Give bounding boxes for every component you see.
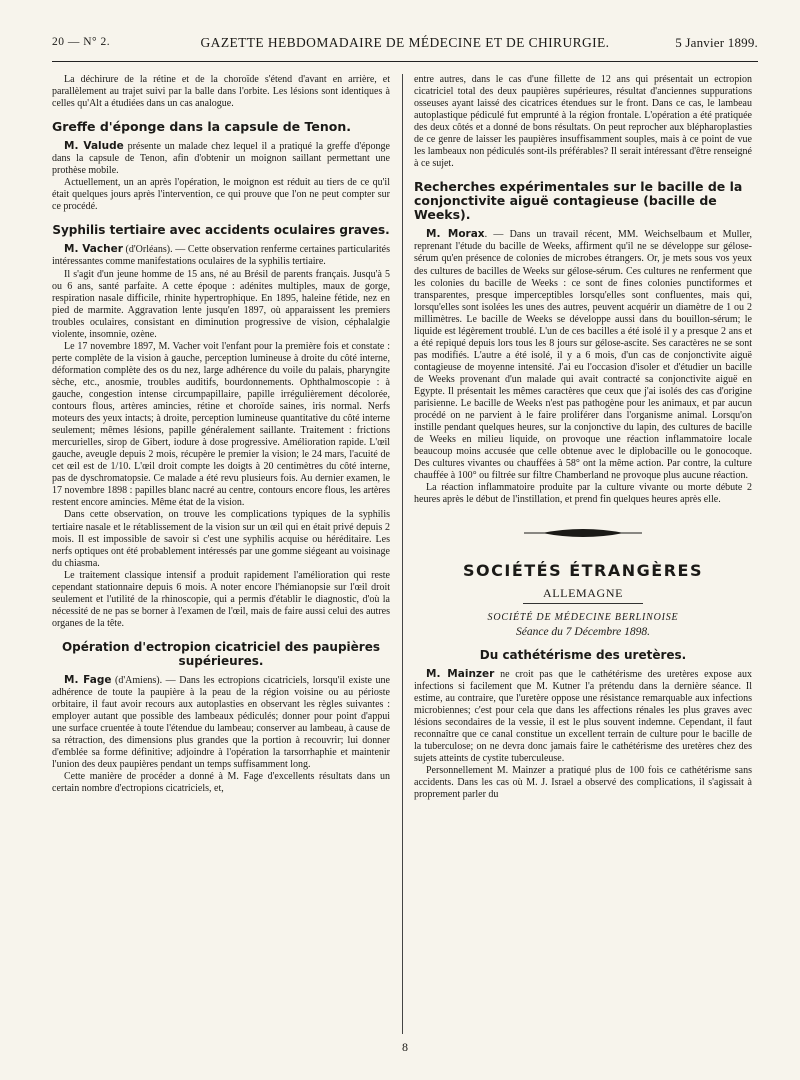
paragraph-vacher: M. Vacher (d'Orléans). — Cette observation renferme certaines particularités intéressantes comme manifestations oculaires de la syphilis tertiaire. (52, 243, 390, 268)
header-rule (52, 61, 758, 62)
right-column (414, 74, 752, 801)
columns (52, 74, 758, 1034)
author-morax: M. Morax (426, 228, 485, 241)
author-mainzer: M. Mainzer (426, 667, 495, 680)
paragraph-fage: M. Fage (d'Amiens). — Dans les ectropions cicatriciels, lorsqu'il existe une adhérence de toute la paupière à la peau de la région voisine ou au périoste orbitaire, il faut avoir recours aux autoplasties en observant les règles suivantes : employer autant que possible des lambeaux pédiculés; donner pour point d'appui une surface cruentée à toute l'étendue du lambeau; conserver au lambeau, à cause de sa rétraction, des dimensions plus grandes que la portion à recouvrir; lui donner d'emblée sa forme définitive; adjoindre à l'opération la tarsorrhaphie et maintenir l'union des deux paupières pendant un temps suffisamment long. (52, 673, 390, 771)
section-title-greffe: Greffe d'éponge dans la capsule de Tenon. (52, 119, 351, 135)
paragraph: Actuellement, un an après l'opération, le moignon est réduit au tiers de ce qu'il était quelques jours après l'intervention, ce qui prouve que l'on ne peut compter sur ce procédé. (52, 177, 390, 213)
section-title-catheterisme: Du cathétérisme des uretères. (479, 647, 687, 662)
country-heading: ALLEMAGNE (542, 585, 624, 600)
page-header (52, 30, 758, 56)
paragraph-mainzer: M. Mainzer ne croit pas que le cathétérisme des uretères expose aux infections si facilement que M. Kutner l'a prétendu dans la dernière séance. Il estime, au contraire, que l'uretère oppose une résistance remarquable aux infections microbiennes; c'est pour cela que dans les affections rénales les plus graves avec lésions secondaires de la vessie, il est le plus souvent indemne. Cependant, il faut reconnaître que ce canal constitue un excellent terrain de culture pour le bacille de la tuberculose; on ne devra donc jamais faire le cathétérisme des uretères chez des sujets atteints de cystite tuberculeuse. (414, 667, 752, 765)
ornament-divider-icon (414, 520, 752, 546)
paragraph-valude: M. Valude présente un malade chez lequel il a pratiqué la greffe d'éponge dans la capsule de Tenon, afin d'obtenir un moignon saillant permettant une prothèse mobile. (52, 140, 390, 177)
section-banner: SOCIÉTÉS ÉTRANGÈRES (463, 560, 703, 580)
section-title-syphilis: Syphilis tertiaire avec accidents oculaires graves. (52, 223, 390, 238)
page-number: 8 (402, 1040, 408, 1054)
session-date: Séance du 7 Décembre 1898. (515, 625, 650, 638)
journal-page (52, 30, 758, 1070)
paragraph: Dans cette observation, on trouve les complications typiques de la syphilis tertiaire nasale et le rétablissement de la vision sur un œil qui en était privé depuis 2 mois. Il est impossible de savoir si c'est une syphilis acquise ou héréditaire. Les nerfs optiques ont été probablement intéressés par une gomme siégeant au voisinage du chiasma. (52, 509, 390, 569)
section-title-weeks: Recherches expérimentales sur le bacille de la conjonctivite aiguë contagieuse (bacille de Weeks). (414, 179, 743, 223)
intro-paragraph: La déchirure de la rétine et de la choroïde s'étend d'avant en arrière, et parallèlement au trajet suivi par la balle dans l'orbite. Les lésions sont identiques à celles qu'Alt a étudiées dans un cas analogue. (52, 74, 390, 110)
section-title-ectropion: Opération d'ectropion cicatriciel des paupières supérieures. (61, 639, 381, 668)
paragraph-morax: M. Morax. — Dans un travail récent, MM. Weichselbaum et Muller, reprenant l'étude du bacille de Weeks, affirment qu'il ne se développe sur gélose-sérum qu'en présence de colonies de microbes étrangers. Or, je mets sous vos yeux des cultures de bacilles de Weeks sur gélose-sérum. Ces cultures ne renferment que les colonies du bacille de Weeks : ce sont de fines colonies punctiformes et transparentes, presque imperceptibles lorsqu'elles sont confluentes, mais qui, lorsqu'elles sont isolées les unes des autres, peuvent acquérir un diamètre de 1 ou 2 millimètres. Le bacille de Weeks se développe aussi dans du bouillon-sérum; le liquide est légèrement troublé. L'un de ces bacilles a été isolé il y a presque 2 ans et a été repiqué depuis lors tous les 8 jours sur gélose-ascite. Ses caractères ne se sont pas modifiés. L'autre a été isolé, il y a 6 mois, d'un cas de conjonctivite aiguë contagieuse de moyenne intensité. J'ai eu l'occasion d'isoler et d'étudier un bacille de Weeks provenant d'un malade qui avait contracté sa conjonctivite aiguë en Egypte. Il présentait les mêmes caractères que ceux que j'ai isolés des cas d'origine parisienne. Le bacille de Weeks n'est pas pathogène pour les animaux, et par aucun procédé on ne parvient à le faire proliférer dans l'organisme animal. Lorsqu'on instille pendant quelques heures, sur la conjonctive du lapin, des cultures de bacille de Weeks en milieu liquide, on provoque une réaction inflammatoire locale beaucoup moins accusée que celle obtenue avec le diplobacille ou le gonocoque. Des cultures vivantes ou chauffées à 58° ont la même action. Par contre, la culture chauffée à 100° ou filtrée sur filtre Chamberland ne provoque plus aucune réaction. (414, 228, 752, 482)
paragraph: Personnellement M. Mainzer a pratiqué plus de 100 fois ce cathétérisme sans accidents. Dans les cas où M. J. Israel a observé des complications, il s'agissait à proprement parler du (414, 765, 752, 801)
left-column (52, 74, 390, 795)
society-name: SOCIÉTÉ DE MÉDECINE BERLINOISE (487, 611, 679, 623)
author-vacher: M. Vacher (64, 243, 123, 256)
author-fage: M. Fage (64, 673, 112, 686)
issue-date: 5 Janvier 1899. (675, 35, 758, 50)
column-divider (402, 74, 403, 1034)
journal-title: GAZETTE HEBDOMADAIRE DE MÉDECINE ET DE CHIRURGIE. (200, 35, 610, 50)
continued-paragraph: entre autres, dans le cas d'une fillette de 12 ans qui présentait un ectropion cicatriciel total des deux paupières supérieures, résultat d'anciennes suppurations osseuses ayant laissé des cicatrices étendues sur le front. Dans ce cas, le lambeau autoplastique pédiculé fut emprunté à la région frontale. L'opération a été pratiquée des deux côtés et a donné de bons résultats. On peut reprocher aux blépharoplasties de ce genre de laisser les paupières insuffisamment souples, mais à ce point de vue les lambeaux non pédiculés sont-ils préférables? Il serait intéressant d'être renseigné à ce sujet. (414, 74, 752, 170)
paragraph: Cette manière de procéder a donné à M. Fage d'excellents résultats dans un certain nombre d'ectropions cicatriciels, et, (52, 771, 390, 795)
country-rule (523, 603, 643, 604)
paragraph: La réaction inflammatoire produite par la culture vivante ou morte débute 2 heures après le début de l'instillation, et prend fin quelques heures après elle. (414, 482, 752, 506)
page-reference: 20 — N° 2. (52, 36, 111, 48)
paragraph: Le traitement classique intensif a produit rapidement l'amélioration qui reste cependant stationnaire depuis 6 mois. A noter encore l'hémianopsie sur l'œil droit seulement et l'utilité de la rhinoscopie, qui a permis d'établir le diagnostic, d'où la nécessité de ne pas se borner à l'examen de l'œil, mais de faire aussi celui des autres organes de la tête. (52, 569, 390, 629)
author-valude: M. Valude (64, 140, 124, 153)
paragraph: Le 17 novembre 1897, M. Vacher voit l'enfant pour la première fois et constate : perte complète de la vision à gauche, perception lumineuse à droite du côté interne, déformation complète des os du nez, large adhérence du voile du palais, pharyngite sèche, etc., anosmie, troubles auditifs, bourdonnements. Ophthalmoscopie : à gauche, congestion intense circumpapillaire, papille irrégulièrement décolorée, contours flous, artères amincies, rétine et choroïde saines, iris normal. Nerfs moteurs des yeux intacts; à droite, perception lumineuse quantitative du côté interne seulement; mêmes lésions, papille généralement saillante. Traitement : frictions mercurielles, sirop de Gibert, iodure à dose progressive. Amélioration rapide. L'œil gauche, aveugle depuis 2 mois, récupère le premier la vision; le 24 mars, l'acuité de cet œil est de 1/10. L'œil droit compte les doigts à 20 centimètres du côté interne, pas de dyschromatopsie. Ce malade a été revu plusieurs fois. Au dernier examen, le 17 novembre 1898 : papilles blanc nacré au centre, contours encore flous, les artères restent encore amincies. Même état de la vision. (52, 340, 390, 509)
paragraph: Il s'agit d'un jeune homme de 15 ans, né au Brésil de parents français. Jusqu'à 5 ou 6 ans, santé parfaite. A cette époque : adénites multiples, maux de gorge, respiration nasale difficile, rhinite hypertrophique. En 1895, haleine fétide, nez en pied de marmite. Aggravation lente jusqu'en 1897, où apparaissent les premiers troubles oculaires, consistant en diminution progressive de vision, céphalalgie violente, insomnie, ozène. (52, 268, 390, 340)
